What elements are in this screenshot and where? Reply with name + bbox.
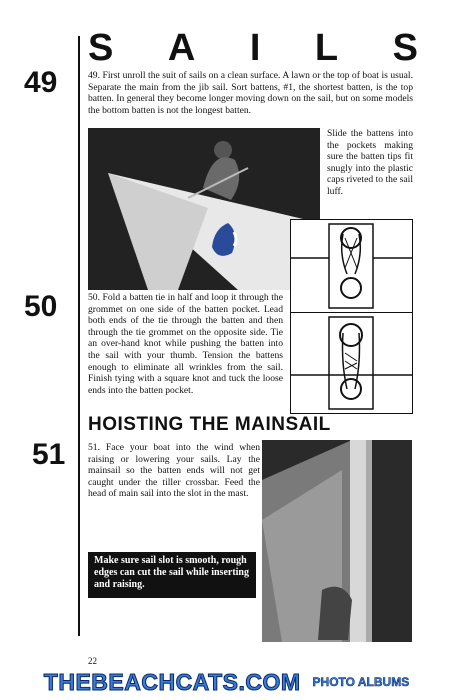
step-number-49: 49 xyxy=(24,66,58,99)
batten-side-note: Slide the battens into the pockets making sure the batten tips fit snugly into the plastic caps riveted to the sail luff. xyxy=(327,128,413,197)
sail-slot-warning: Make sure sail slot is smooth, rough edges can cut the sail while inserting and raising. xyxy=(88,552,256,598)
step-51-text: 51. Face your boat into the wind when raising or lowering your sails. Lay the mainsail so the batten ends will not get caught under the tiller crossbar. Feed the head of main sail into the slot in the mast. xyxy=(88,442,260,500)
mast-slot-photo xyxy=(262,440,412,642)
margin-rule xyxy=(78,36,80,636)
step-number-50: 50 xyxy=(24,290,58,323)
grommet-tie-diagram-2 xyxy=(291,313,412,413)
sail-battens-photo xyxy=(88,128,320,290)
title-letter: S xyxy=(88,27,114,69)
sail-battens-photo-art xyxy=(88,128,320,290)
title-letter: I xyxy=(249,27,261,69)
watermark-banner xyxy=(0,664,453,700)
batten-pocket-diagram-bottom xyxy=(290,312,413,414)
brand-watermark: THEBEACHCATS.COM xyxy=(43,668,301,695)
grommet-tie-diagram-1 xyxy=(291,220,412,312)
title-letter: A xyxy=(167,27,196,69)
section-heading: HOISTING THE MAINSAIL xyxy=(88,414,331,435)
title-letter: S xyxy=(392,27,418,69)
mast-slot-photo-art xyxy=(262,440,412,642)
step-49-text: 49. First unroll the suit of sails on a clean surface. A lawn or the top of boat is usual. Separate the main from the jib sail. Sort battens, #1, the shortest batten, is the top batten. In general they become longer moving down on the sail, but on some models the bottom batten is not the longest batten. xyxy=(88,70,413,116)
batten-pocket-diagram-top xyxy=(290,219,413,313)
page-title xyxy=(88,26,418,70)
step-50-text: 50. Fold a batten tie in half and loop it through the grommet on one side of the batten pocket. Lead both ends of the tie through the batten and then through the tie grommet on the opposite side. Tie an over-hand knot while pushing the batten into the sail with your thumb. Tension the battens enough to eliminate all wrinkles from the sail. Finish tying with a square knot and tuck the loose ends into the batten pocket. xyxy=(88,292,283,396)
page-number: 22 xyxy=(88,656,97,666)
photo-albums-label: PHOTO ALBUMS xyxy=(312,675,410,689)
step-number-51: 51 xyxy=(32,438,66,471)
title-letter: L xyxy=(314,27,339,69)
